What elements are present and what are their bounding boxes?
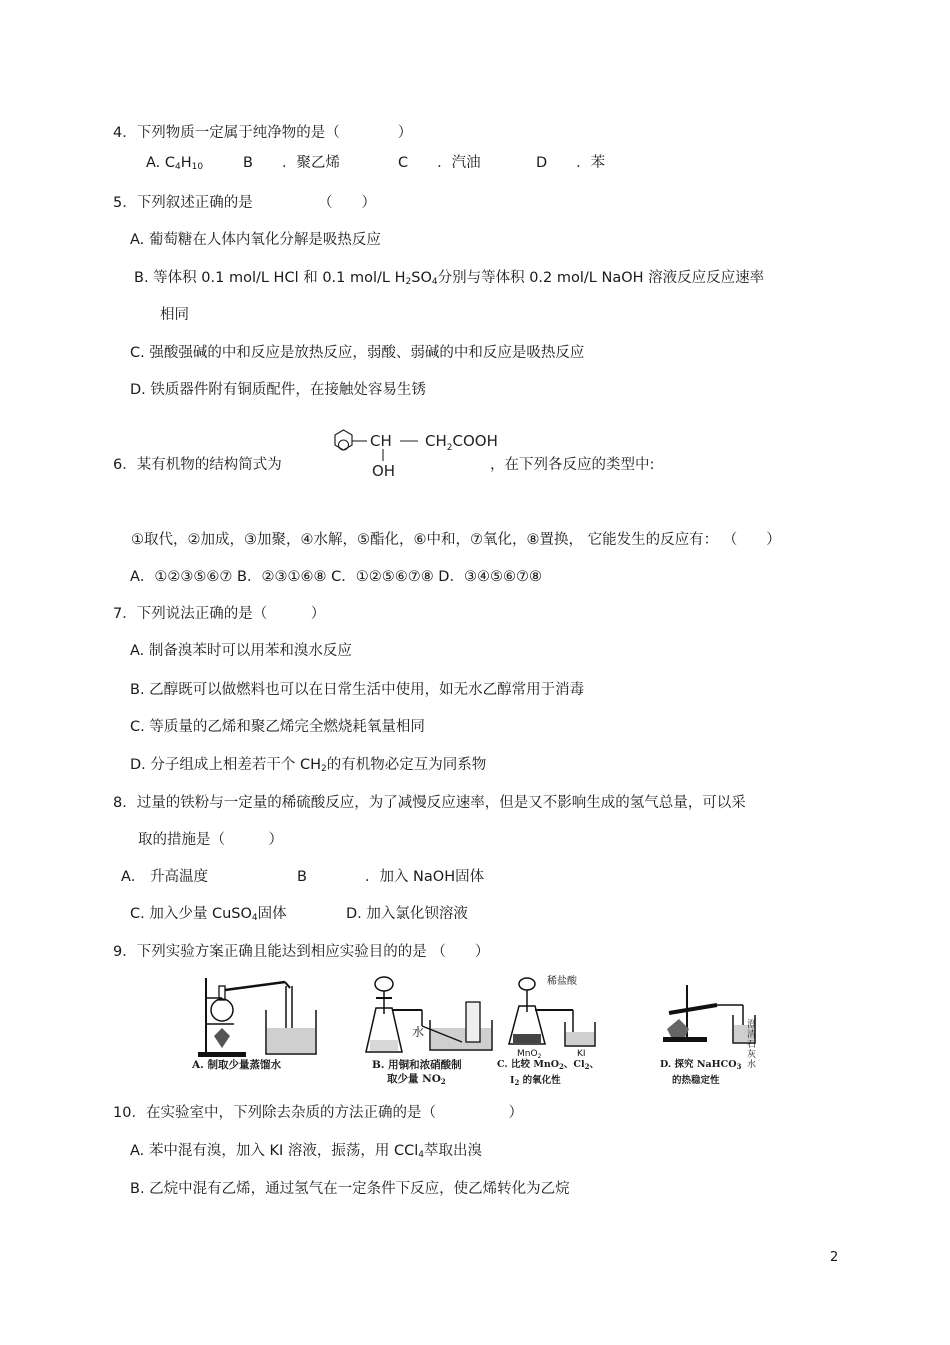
q8-stem-continued: 取的措施是（ ） [138,832,283,848]
q7-option-a: A. 制备溴苯时可以用苯和溴水反应 [130,643,352,659]
label-dilute-hcl: 稀盐酸 [547,976,577,987]
q6-stem-after: ，在下列各反应的类型中: [490,457,655,473]
q4-option-a: A. $C_4H_{10}$ [146,155,204,172]
q9-caption-d: D. 探究 NaHCO$_3$ 的热稳定性 [660,1059,742,1086]
q9-stem: 9．下列实验方案正确且能达到相应实验目的的是 （ ） [113,944,490,960]
q7-option-c: C. 等质量的乙烯和聚乙烯完全燃烧耗氧量相同 [130,719,425,735]
apparatus-c-oxidation-icon [505,970,615,1062]
q7-stem: 7．下列说法正确的是（ ） [113,606,326,622]
q8-option-b: B ．加入 NaOH固体 [297,869,485,885]
q9-caption-a: A. 制取少量蒸馏水 [192,1059,281,1071]
label-ki: KI [577,1049,586,1059]
page-number: 2 [830,1250,839,1265]
q8-option-c: C. 加入少量 CuSO$_4$固体 [130,906,287,923]
struct-ch2: $CH_2COOH$ [425,432,498,453]
q6-stem: 6．某有机物的结构简式为 [113,457,282,473]
q4-option-c: C ．汽油 [398,155,481,171]
q8-option-a: A． 升高温度 [121,869,209,885]
q9-caption-c: C. 比较 MnO$_2$、$Cl_2$、 $I_2$ 的氧化性 [497,1059,599,1087]
q4-option-b: B ．聚乙烯 [243,155,340,171]
q5-option-d: D. 铁质器件附有铜质配件，在接触处容易生锈 [130,382,426,398]
q6-options: A．①②③⑤⑥⑦ B．②③①⑥⑧ C．①②⑤⑥⑦⑧ D．③④⑤⑥⑦⑧ [130,569,542,585]
q10-stem: 10．在实验室中，下列除去杂质的方法正确的是（ ） [113,1105,523,1121]
q6-reaction-types: ①取代，②加成，③加聚，④水解，⑤酯化，⑥中和，⑦氧化，⑧置换， 它能发生的反应有： （ ） [131,532,781,548]
q8-stem: 8．过量的铁粉与一定量的稀硫酸反应，为了减慢反应速率，但是又不影响生成的氢气总量，可以采 [113,795,746,811]
q7-option-b: B. 乙醇既可以做燃料也可以在日常生活中使用，如无水乙醇常用于消毒 [130,682,585,698]
q5-stem: 5．下列叙述正确的是 （ ） [113,195,376,211]
apparatus-a-distillation-icon [190,970,325,1062]
label-limewater: 澄清石灰水 [747,1020,757,1070]
q5-option-a: A. 葡萄糖在人体内氧化分解是吸热反应 [130,232,381,248]
label-mno2: MnO$_2$ [517,1049,542,1060]
q5-option-b-continued: 相同 [160,307,189,323]
struct-oh: OH [372,462,396,480]
label-water: 水 [412,1025,425,1039]
benzene-inner-circle [339,440,349,450]
apparatus-b-no2-icon [362,970,497,1062]
q5-option-c: C. 强酸强碱的中和反应是放热反应，弱酸、弱碱的中和反应是吸热反应 [130,345,585,361]
q9-caption-b: B. 用铜和浓硝酸制 取少量 $NO_2$ [372,1059,462,1086]
q4-option-d: D ．苯 [536,155,606,171]
q10-option-a: A. 苯中混有溴，加入 KI 溶液，振荡，用 CCl$_4$萃取出溴 [130,1143,483,1160]
q4-stem: 4．下列物质一定属于纯净物的是（ ） [113,125,413,141]
q10-option-b: B. 乙烷中混有乙烯，通过氢气在一定条件下反应，使乙烯转化为乙烷 [130,1181,570,1197]
q5-option-b: B. 等体积 0.1 mol/L HCl 和 0.1 mol/L $H_2SO_4$分别与等体积 0.2 mol/L NaOH 溶液反应反应速率 [134,270,765,287]
q7-option-d: D. 分子组成上相差若干个 $CH_2$的有机物必定互为同系物 [130,757,487,774]
q8-option-d: D. 加入氯化钡溶液 [346,906,468,922]
struct-ch: CH [370,432,392,450]
